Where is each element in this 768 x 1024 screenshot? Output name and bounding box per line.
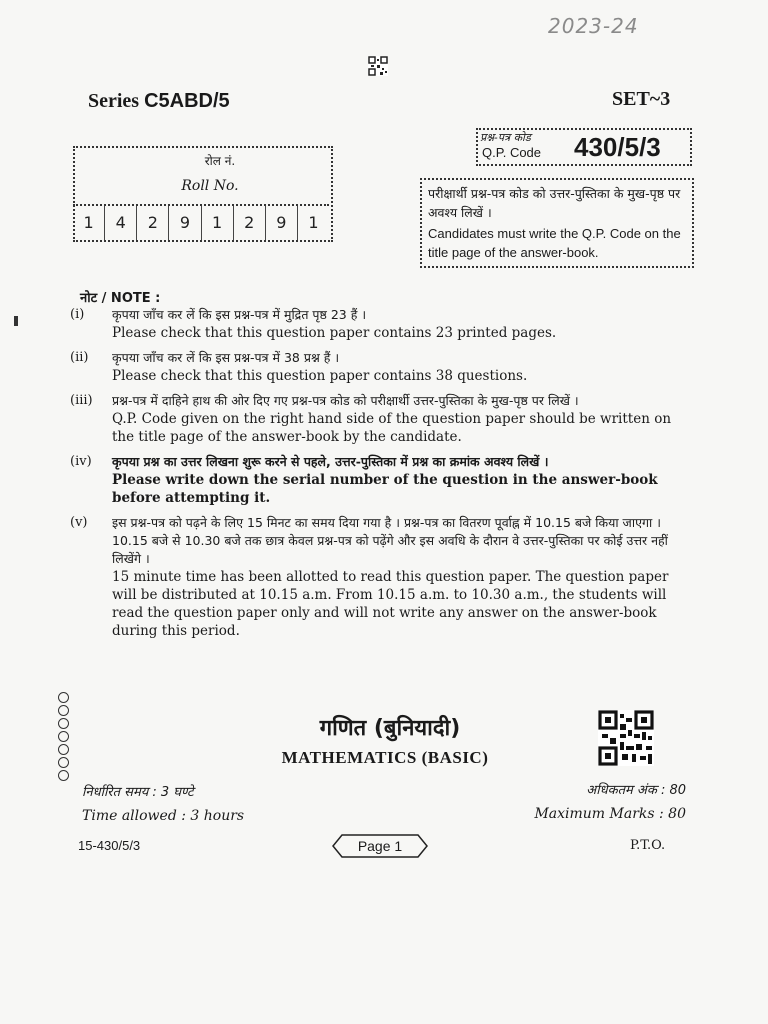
- time-allowed-hindi: निर्धारित समय : 3 घण्टे: [82, 785, 194, 800]
- maximum-marks-hindi: अधिकतम अंक : 80: [586, 783, 686, 798]
- set-number: SET~3: [612, 88, 671, 110]
- note-item-english: Please check that this question paper contains 23 printed pages.: [112, 325, 557, 341]
- note-item: [70, 514, 690, 640]
- note-list: [70, 306, 690, 643]
- series-code: C5ABD/5: [144, 90, 230, 112]
- note-item-number: (v): [70, 515, 88, 530]
- note-item: [70, 349, 690, 385]
- footer-code: 15-430/5/3: [78, 838, 141, 853]
- circle-icon: [58, 757, 69, 768]
- note-item-number: (ii): [70, 350, 89, 365]
- roll-digit: 2: [137, 206, 169, 240]
- roll-digit: 1: [73, 206, 105, 240]
- maximum-marks: Maximum Marks : 80: [534, 806, 686, 822]
- roll-digit: 9: [266, 206, 298, 240]
- qr-code-icon: [598, 710, 654, 766]
- note-item-number: (i): [70, 307, 85, 322]
- circle-icon: [58, 770, 69, 781]
- circle-icon: [58, 705, 69, 716]
- margin-circles: [58, 692, 72, 781]
- note-item-english: Please check that this question paper contains 38 questions.: [112, 368, 528, 384]
- note-item: [70, 453, 690, 507]
- circle-icon: [58, 744, 69, 755]
- series-label: [88, 90, 230, 113]
- qp-code-value: 430/5/3: [574, 132, 661, 162]
- pto-label: P.T.O.: [630, 838, 666, 853]
- roll-digit: 2: [234, 206, 266, 240]
- note-item-hindi: कृपया जाँच कर लें कि इस प्रश्न-पत्र में मुद्रित पृष्ठ 23 हैं ।: [112, 307, 367, 322]
- note-item-hindi: प्रश्न-पत्र में दाहिने हाथ की ओर दिए गए प्रश्न-पत्र कोड को परीक्षार्थी उत्तर-पुस्तिका के मुख-पृष्ठ पर लिखें ।: [112, 393, 579, 408]
- time-allowed: Time allowed : 3 hours: [82, 808, 245, 824]
- circle-icon: [58, 718, 69, 729]
- candidate-instruction-hindi: परीक्षार्थी प्रश्न-पत्र कोड को उत्तर-पुस्तिका के मुख-पृष्ठ पर अवश्य लिखें ।: [428, 186, 681, 220]
- note-item-hindi: इस प्रश्न-पत्र को पढ़ने के लिए 15 मिनट का समय दिया गया है । प्रश्न-पत्र का वितरण पूर्वाह्न में 10.15 बजे किया जाएगा । 10.15 बजे से 10.30 बजे तक छात्र केवल प्रश्न-पत्र को पढ़ेंगे और इस अवधि के दौरान वे उत्तर-पुस्तिका पर कोई उत्तर नहीं लिखेंगे ।: [112, 515, 668, 566]
- series-word: Series: [88, 90, 140, 112]
- note-item-number: (iv): [70, 454, 92, 469]
- qp-code-label: Q.P. Code: [482, 145, 542, 160]
- subject-title: MATHEMATICS (BASIC): [281, 748, 489, 767]
- roll-digit: 4: [105, 206, 137, 240]
- subject-title-hindi: गणित (बुनियादी): [319, 716, 461, 741]
- roll-digit: 1: [308, 213, 319, 232]
- note-item-english: 15 minute time has been allotted to read this question paper. The question paper will be distributed at 10.15 a.m. From 10.15 a.m. to 10.30 a.m., the students will read the question paper only and will not write any answer on the answer-book during this period.: [112, 569, 669, 639]
- note-item-english: Please write down the serial number of the question in the answer-book before attempting it.: [112, 472, 658, 506]
- roll-digit: 1: [202, 206, 234, 240]
- note-item: [70, 306, 690, 342]
- note-item-number: (iii): [70, 393, 93, 408]
- page-indicator: [332, 834, 428, 858]
- note-item-hindi: कृपया जाँच कर लें कि इस प्रश्न-पत्र में 38 प्रश्न हैं ।: [112, 350, 340, 365]
- roll-digit: 9: [169, 206, 201, 240]
- qr-code-small-icon: [368, 56, 388, 76]
- circle-icon: [58, 692, 69, 703]
- roll-label-hindi: रोल नं.: [204, 154, 236, 168]
- note-item: [70, 392, 690, 446]
- note-item-hindi: कृपया प्रश्न का उत्तर लिखना शुरू करने से पहले, उत्तर-पुस्तिका में प्रश्न का क्रमांक अवश्य लिखें ।: [112, 454, 549, 469]
- handwritten-year: 2023-24: [548, 14, 639, 38]
- roll-label: Roll No.: [181, 178, 239, 194]
- circle-icon: [58, 731, 69, 742]
- qp-code-label-hindi: प्रश्न-पत्र कोड: [480, 131, 531, 144]
- page-number: Page 1: [357, 838, 403, 854]
- note-heading: नोट / NOTE :: [80, 291, 161, 306]
- note-item-english: Q.P. Code given on the right hand side of the question paper should be written on the title page of the answer-book by the candidate.: [112, 411, 672, 445]
- roll-number-cells[interactable]: [73, 204, 329, 240]
- candidate-instruction: Candidates must write the Q.P. Code on the title page of the answer-book.: [428, 226, 681, 260]
- margin-mark: [14, 316, 18, 326]
